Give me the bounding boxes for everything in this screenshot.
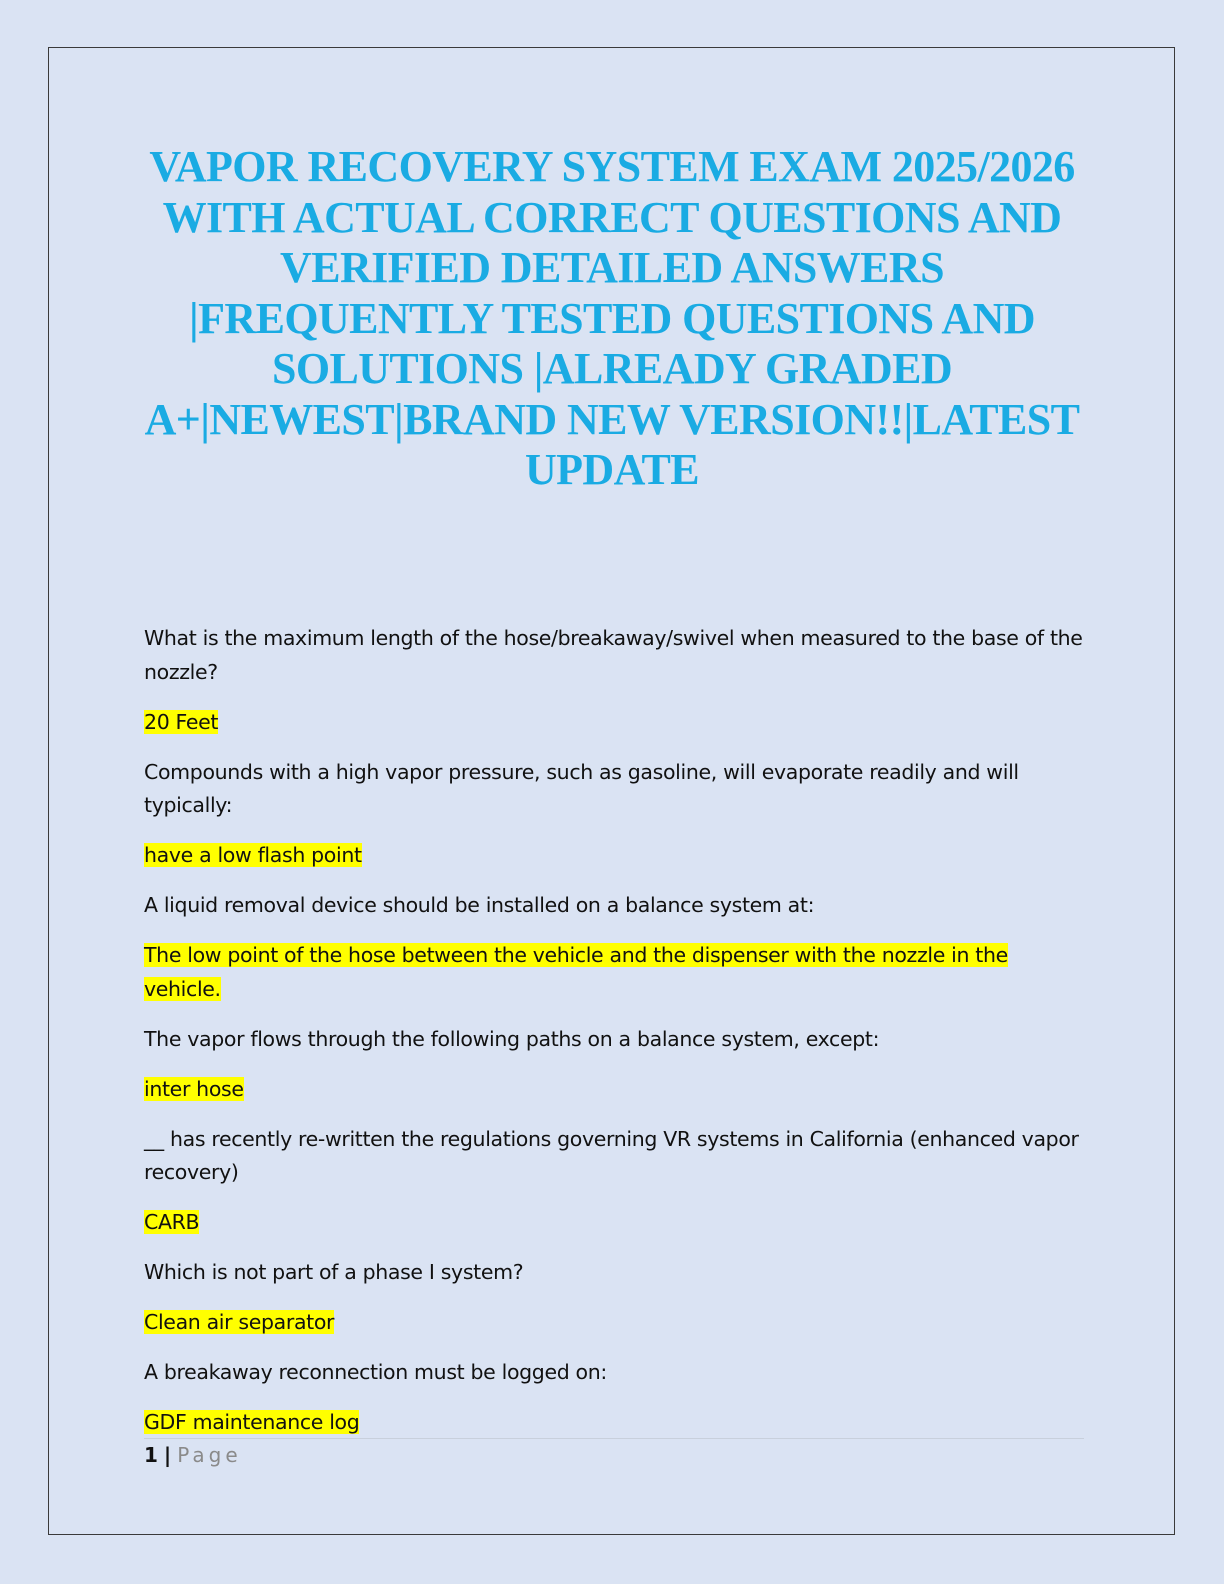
footer-divider (144, 1438, 1084, 1439)
question-5: __ has recently re-written the regulations governing VR systems in California (enhanced vapor recovery) (144, 1126, 1079, 1184)
document-title: VAPOR RECOVERY SYSTEM EXAM 2025/2026 WITH ACTUAL CORRECT QUESTIONS AND VERIFIED DETAILED ANSWERS |FREQUENTLY TESTED QUESTIONS AND SOLUTIONS |ALREADY GRADED A+|NEWEST|BRAND NEW VERSION!!|LATEST UPDATE (144, 142, 1080, 494)
answer-highlight: have a low flash point (144, 843, 362, 867)
answer-1 (144, 706, 1084, 740)
question-answer-list (144, 622, 1084, 1456)
answer-highlight: The low point of the hose between the vehicle and the dispenser with the nozzle in the vehicle. (144, 943, 1008, 1001)
page-label: Page (177, 1443, 242, 1467)
answer-6 (144, 1306, 1084, 1340)
answer-7 (144, 1406, 1084, 1440)
question-4: The vapor flows through the following paths on a balance system, except: (144, 1026, 880, 1051)
answer-highlight: inter hose (144, 1076, 244, 1101)
answer-highlight: 20 Feet (144, 709, 219, 734)
answer-4 (144, 1073, 1084, 1107)
answer-3 (144, 939, 1084, 1006)
answer-5 (144, 1206, 1084, 1240)
question-3: A liquid removal device should be installed on a balance system at: (144, 893, 815, 917)
answer-highlight: Clean air separator (144, 1310, 335, 1334)
footer-separator: | (163, 1443, 172, 1467)
question-6: Which is not part of a phase I system? (144, 1260, 524, 1284)
question-2: Compounds with a high vapor pressure, such as gasoline, will evaporate readily and will typically: (144, 759, 1019, 817)
page-number: 1 (144, 1443, 158, 1467)
question-1: What is the maximum length of the hose/breakaway/swivel when measured to the base of the nozzle? (144, 626, 1083, 684)
answer-highlight: GDF maintenance log (144, 1410, 360, 1434)
answer-highlight: CARB (144, 1210, 200, 1234)
question-7: A breakaway reconnection must be logged on: (144, 1360, 607, 1384)
page-footer (144, 1441, 242, 1469)
answer-2 (144, 839, 1084, 873)
